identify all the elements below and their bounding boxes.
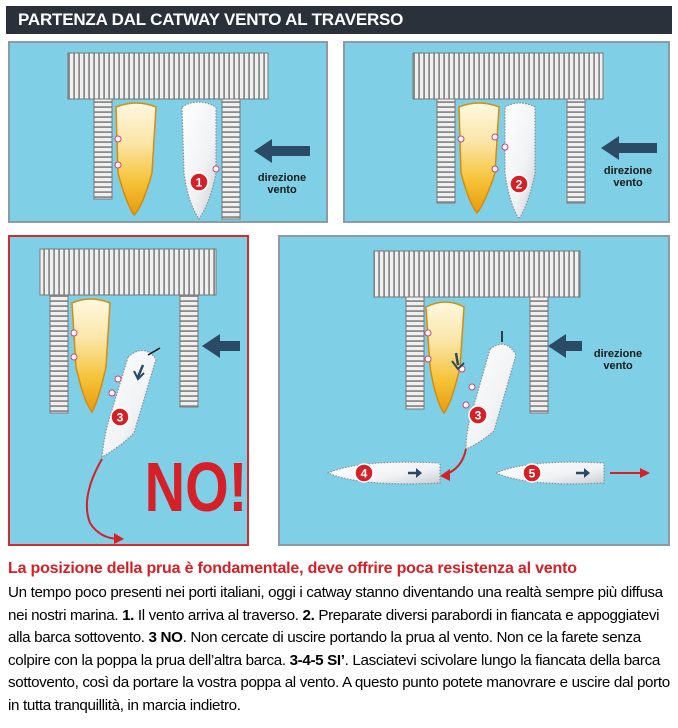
diagram-panel-2 (343, 41, 670, 223)
wind-arrow-icon (548, 334, 582, 358)
white-boat (466, 344, 516, 449)
diagram-panel-1 (8, 41, 328, 223)
catway-left (94, 99, 112, 199)
step-number-5: 5 (528, 466, 536, 481)
no-label: NO! (144, 449, 247, 527)
caption-body (8, 582, 672, 718)
wind-arrow-icon (601, 136, 657, 160)
yellow-boat (116, 103, 156, 215)
caption-text: . Non cercate di uscire portando la prua al vento. Non ce la farete senza colpire con la poppa la prua dell’altra barca. (8, 629, 641, 669)
white-boat (182, 102, 216, 219)
section-title: PARTENZA DAL CATWAY VENTO AL TRAVERSO (18, 10, 404, 29)
caption-text: Un tempo poco presenti nei porti italiani, oggi i catway stanno diventando una realtà sempre più diffusa nei nostri marina. (8, 584, 663, 624)
caption-step-345-si: 3-4-5 SI’ (289, 651, 345, 669)
wind-arrow-icon (254, 139, 310, 163)
step-number-2: 2 (515, 177, 523, 192)
step-number-4: 4 (360, 466, 368, 481)
catway-right (222, 99, 240, 219)
caption-subtitle: La posizione della prua è fondamentale, deve offrire poca resistenza al vento (8, 560, 577, 577)
wrong-path (87, 459, 120, 539)
wind-label-2: vento (603, 360, 633, 372)
wind-label-2: vento (267, 184, 297, 196)
wind-label: direzione (603, 165, 653, 177)
wind-arrow-icon (202, 334, 240, 358)
step-number-1: 1 (195, 175, 203, 190)
caption-step-2: 2. (302, 606, 315, 624)
caption-text: . Lasciatevi scivolare lungo la fiancata della barca sottovento, così da portare la vostra poppa al vento. A questo punto potete manovrare e uscire dal porto in tutta tranquillità, in marcia indietro. (8, 651, 670, 714)
step-number-3b: 3 (474, 408, 482, 423)
caption-text: Preparate diversi parabordi in fiancata e appoggiatevi alla barca sottovento. (8, 606, 660, 647)
dock (68, 53, 268, 99)
section-header (6, 6, 672, 34)
yellow-boat (459, 103, 499, 213)
white-boat (505, 103, 535, 219)
wind-label: direzione (257, 172, 307, 184)
white-boat (102, 350, 156, 457)
diagram-panel-4 (278, 235, 670, 546)
wind-label: direzione (593, 348, 643, 360)
boat-position-4 (328, 462, 440, 484)
caption-step-3-no: 3 NO (148, 629, 183, 647)
caption-text: Il vento arriva al traverso. (134, 606, 303, 624)
caption-step-1: 1. (122, 606, 135, 624)
step-number-3: 3 (116, 410, 124, 425)
yellow-boat (72, 299, 110, 412)
wind-label-2: vento (613, 177, 643, 189)
yellow-boat (426, 302, 464, 413)
diagram-panel-3 (8, 235, 249, 546)
